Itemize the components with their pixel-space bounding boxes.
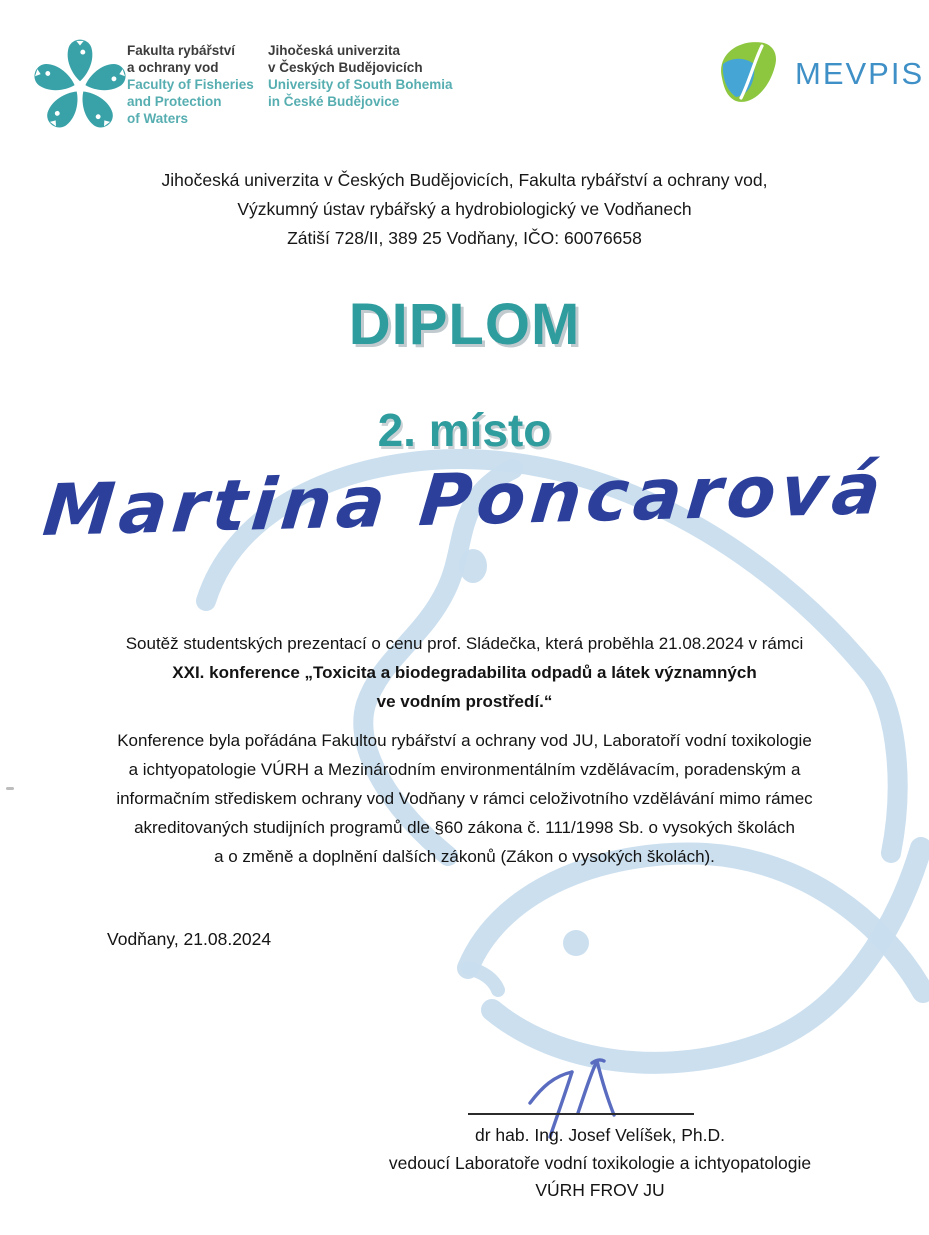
frov-line: Faculty of Fisheries	[127, 77, 254, 92]
frov-line: of Waters	[127, 111, 189, 126]
signatory-name: dr hab. Ing. Josef Velíšek, Ph.D.	[475, 1125, 725, 1145]
place-heading: 2. místo	[377, 404, 552, 456]
frov-line: a ochrany vod	[127, 60, 219, 75]
frov-flower-icon	[33, 31, 127, 139]
address-line: Zátiší 728/II, 389 25 Vodňany, IČO: 60076658	[287, 228, 642, 248]
diploma-title: DIPLOM	[348, 292, 581, 357]
scan-artifact	[6, 787, 14, 790]
signatory-block	[320, 1122, 880, 1205]
address-block	[0, 166, 929, 253]
mevpis-wordmark: MEVPIS	[795, 56, 925, 91]
jcu-line: in České Budějovice	[268, 94, 400, 109]
recipient-name: Martina Poncarová	[39, 447, 890, 552]
competition-paragraph	[0, 629, 929, 716]
conference-title-line: XXI. konference „Toxicita a biodegradabilita odpadů a látek významných	[172, 663, 757, 682]
organizer-line: Konference byla pořádána Fakultou rybářství a ochrany vod JU, Laboratoří vodní toxikologie	[117, 731, 812, 750]
place-date-line: Vodňany, 21.08.2024	[107, 929, 272, 949]
jcu-line: Jihočeská univerzita	[268, 43, 401, 58]
jcu-line: University of South Bohemia	[268, 77, 453, 92]
jcu-line: v Českých Budějovicích	[268, 60, 423, 75]
organizer-paragraph	[0, 726, 929, 871]
frov-line: and Protection	[127, 94, 222, 109]
jcu-logo-text	[268, 42, 453, 110]
organizer-line: akreditovaných studijních programů dle §60 zákona č. 111/1998 Sb. o vysokých školách	[134, 818, 795, 837]
competition-line: Soutěž studentských prezentací o cenu prof. Sládečka, která proběhla 21.08.2024 v rámci	[125, 634, 804, 653]
organizer-line: a ichtyopatologie VÚRH a Mezinárodním environmentálním vzdělávacím, poradenským a	[128, 760, 801, 779]
frov-logo-text-cz	[127, 42, 254, 127]
signatory-role: vedoucí Laboratoře vodní toxikologie a ichtyopatologie	[388, 1152, 812, 1173]
mevpis-leaf-water-icon	[710, 36, 780, 108]
organizer-line: informačním střediskem ochrany vod Vodňany v rámci celoživotního vzdělávání mimo rámec	[116, 789, 813, 808]
conference-title-line: ve vodním prostředí.“	[376, 692, 553, 711]
organizer-line: a o změně a doplnění dalších zákonů (Zákon o vysokých školách).	[214, 847, 715, 866]
address-line: Výzkumný ústav rybářský a hydrobiologický ve Vodňanech	[237, 199, 692, 219]
address-line: Jihočeská univerzita v Českých Budějovicích, Fakulta rybářství a ochrany vod,	[161, 170, 768, 190]
signatory-org: VÚRH FROV JU	[535, 1180, 665, 1200]
signature-line	[468, 1113, 694, 1115]
frov-line: Fakulta rybářství	[127, 43, 236, 58]
